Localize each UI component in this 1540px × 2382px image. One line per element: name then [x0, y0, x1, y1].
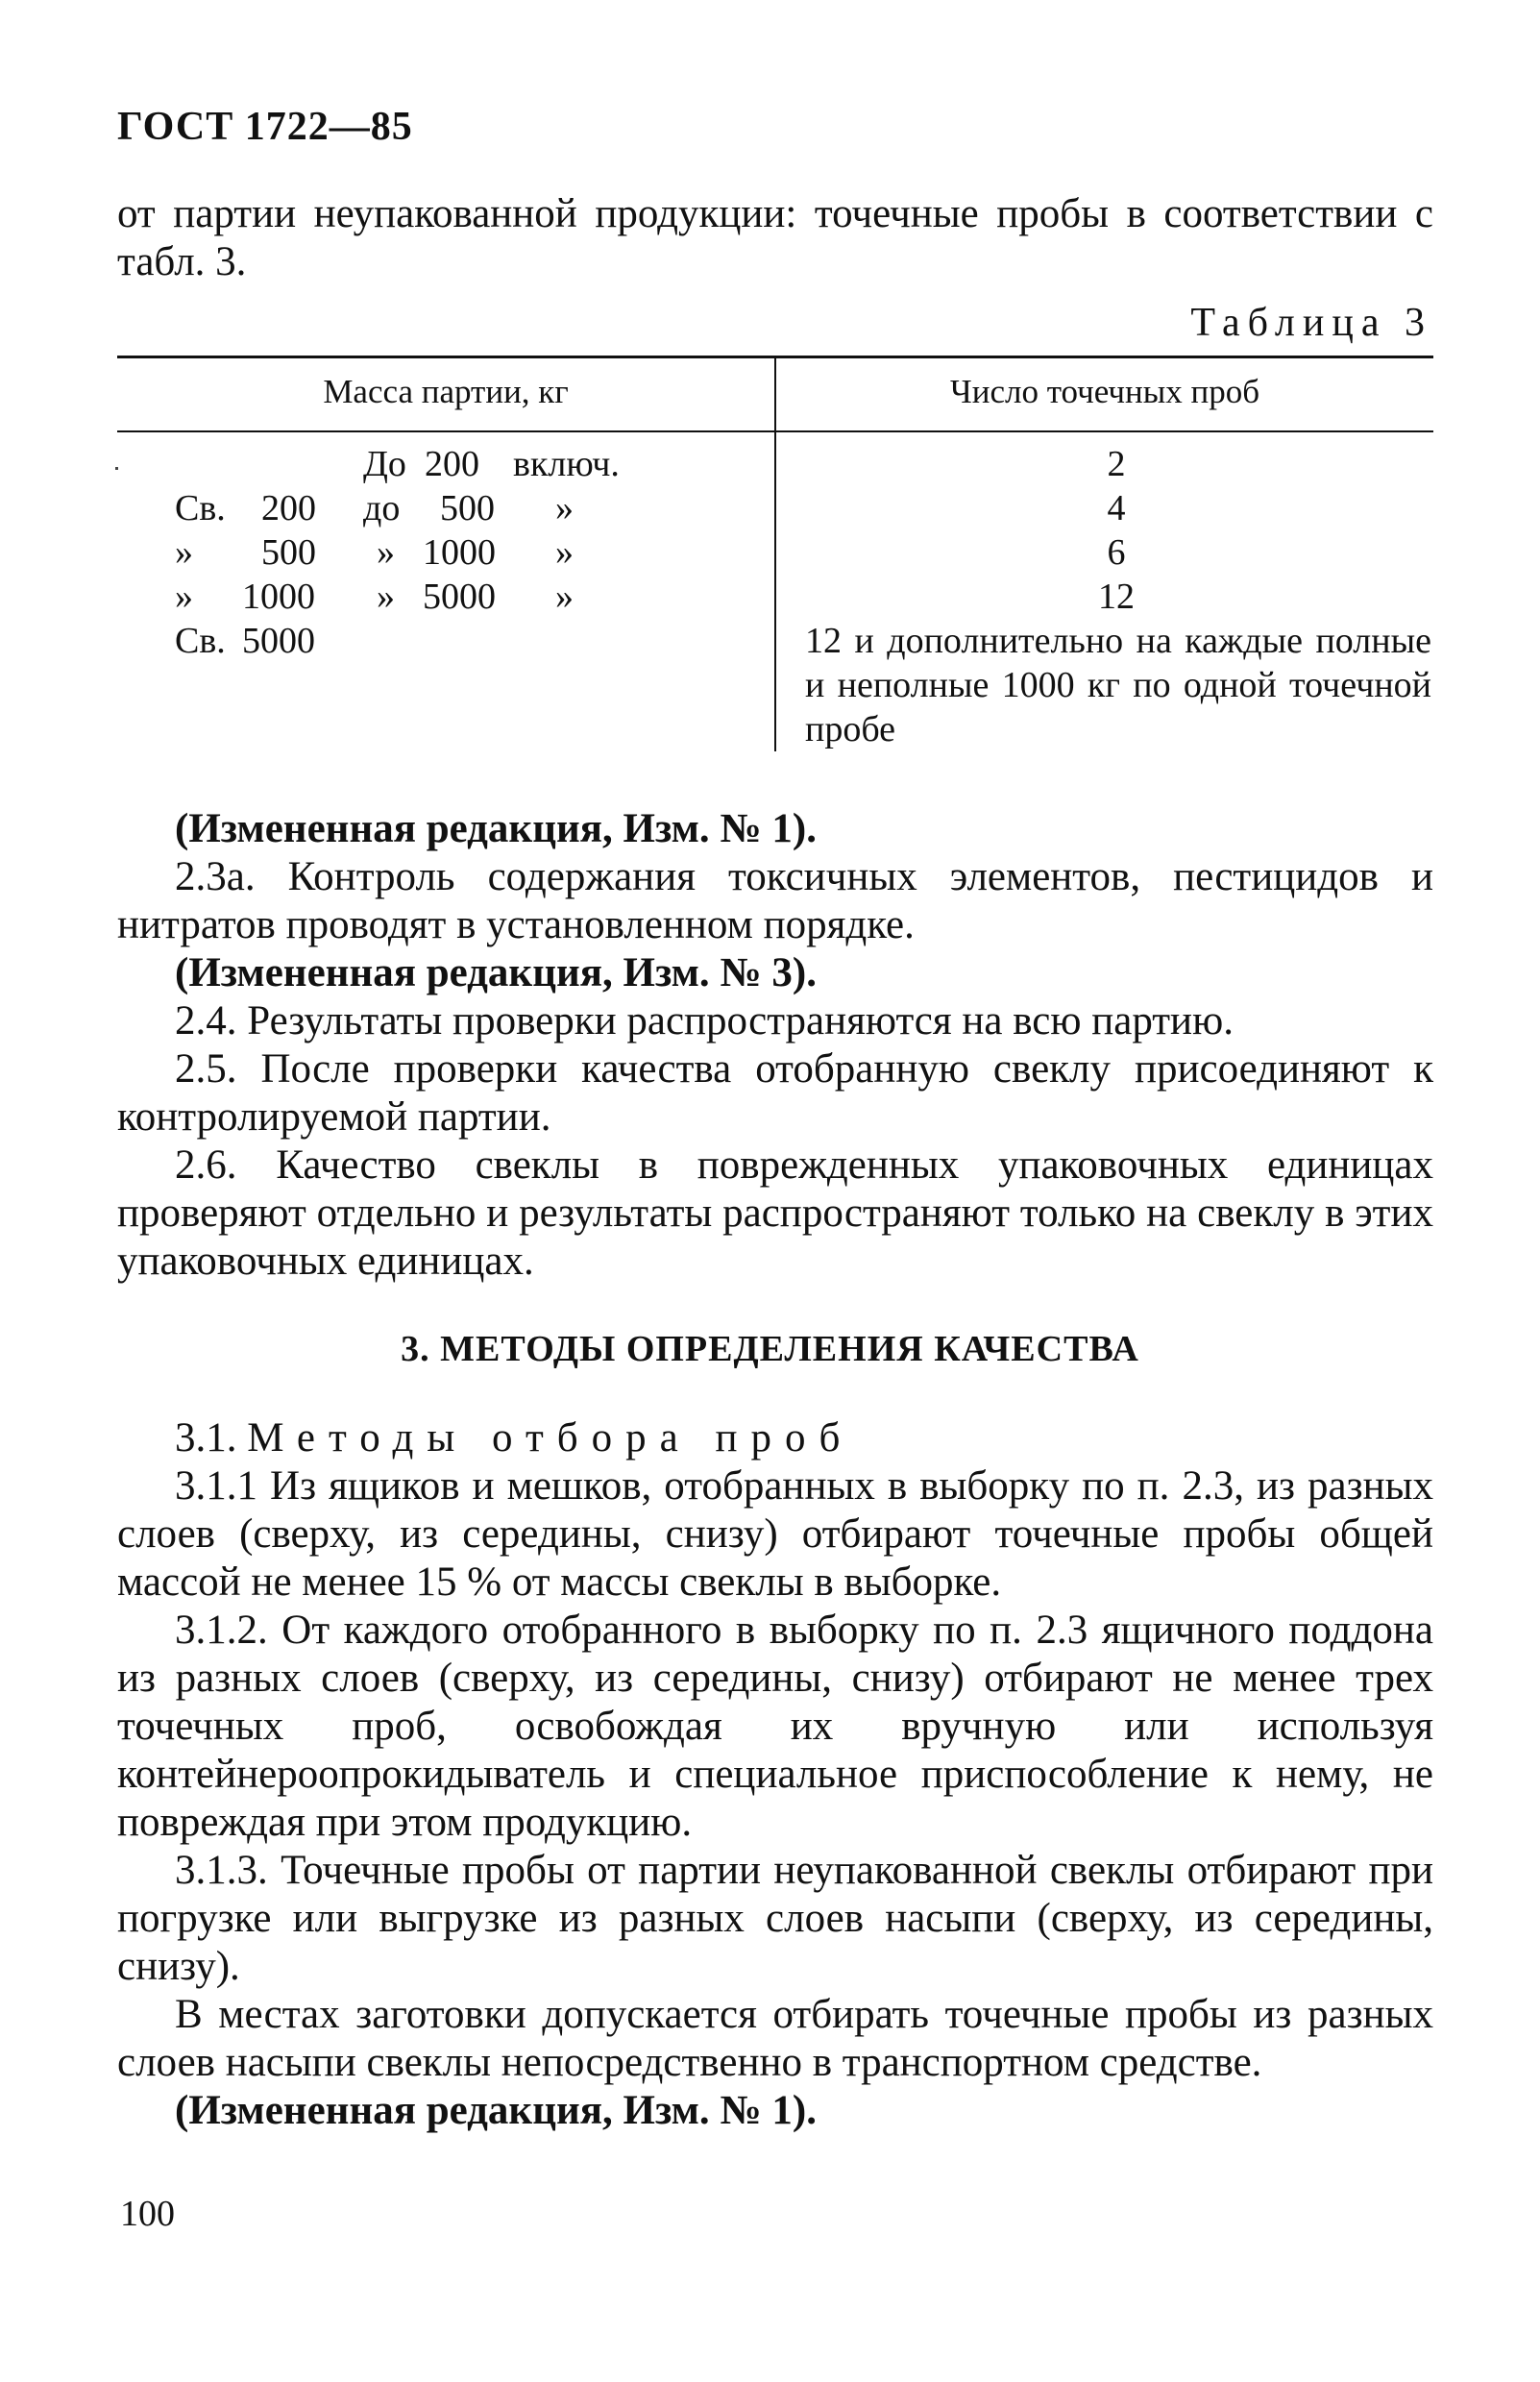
- paragraph-2-5: 2.5. После проверки качества отобранную свеклу присоединяют к контролируемой партии.: [117, 1046, 1433, 1140]
- paragraph-2-3a: 2.3а. Контроль содержания токсичных элементов, пестицидов и нитратов проводят в установленном порядке.: [117, 854, 1433, 947]
- table-column-divider: [774, 356, 776, 751]
- table-cell: »: [555, 577, 574, 617]
- table-cell: Св.: [175, 488, 226, 528]
- table-cell: »: [175, 532, 193, 573]
- table-cell: включ.: [513, 444, 620, 484]
- page-number: 100: [120, 2194, 175, 2234]
- table-cell: до: [363, 488, 401, 528]
- subsection-number: 3.1.: [175, 1415, 237, 1461]
- table-cell: 500: [261, 532, 316, 573]
- paragraph-3-1-1: 3.1.1 Из ящиков и мешков, отобранных в выборку по п. 2.3, из разных слоев (сверху, из середины, снизу) отбирают точечные пробы общей массой не менее 15 % от массы свеклы в выборке.: [117, 1463, 1433, 1605]
- table-cell-note: 12 и дополнительно на каждые полные и неполные 1000 кг по одной точечной пробе: [805, 621, 1431, 749]
- table-cell: 200: [261, 488, 316, 528]
- intro-paragraph: от партии неупакованной продукции: точечные пробы в соответствии с табл. 3.: [117, 191, 1433, 284]
- paragraph-3-1-2: 3.1.2. От каждого отобранного в выборку по п. 2.3 ящичного поддона из разных слоев (сверху, из середины, снизу) отбирают не менее трех точечных проб, освобождая их вручную или используя контейнероопрокидыватель и специальное приспособление к нему, не повреждая при этом продукцию.: [117, 1608, 1433, 1845]
- table-cell: »: [175, 577, 193, 617]
- table-cell: 200: [425, 444, 479, 484]
- table-caption: Таблица 3: [1190, 301, 1432, 345]
- paragraph-2-4: 2.4. Результаты проверки распространяются на всю партию.: [175, 998, 1234, 1044]
- section-title: 3. МЕТОДЫ ОПРЕДЕЛЕНИЯ КАЧЕСТВА: [401, 1329, 1139, 1369]
- table-cell: 5000: [242, 621, 315, 661]
- table-cell: »: [555, 532, 574, 573]
- table-header-samples: Число точечных проб: [949, 373, 1260, 410]
- table-cell: 1000: [242, 577, 315, 617]
- subsection-title: Методы отбора проб: [247, 1415, 854, 1461]
- paragraph-3-1-3: 3.1.3. Точечные пробы от партии неупакованной свеклы отбирают при погрузке или выгрузке из разных слоев насыпи (сверху, из середины, снизу).: [117, 1848, 1433, 1989]
- table-cell-count: 6: [1107, 532, 1126, 573]
- table-cell: 1000: [423, 532, 496, 573]
- document-header: ГОСТ 1722—85: [117, 105, 413, 149]
- table-cell: 5000: [423, 577, 496, 617]
- table-cell: Св.: [175, 621, 226, 661]
- table-cell: »: [377, 577, 395, 617]
- paragraph-3-1-3-continued: В местах заготовки допускается отбирать точечные пробы из разных слоев насыпи свеклы непосредственно в транспортном средстве.: [117, 1992, 1433, 2085]
- table-cell: До: [363, 444, 406, 484]
- subsection-heading: [117, 1414, 1433, 1462]
- amendment-note: (Измененная редакция, Изм. № 1).: [175, 2088, 817, 2133]
- table-header-mass: Масса партии, кг: [323, 373, 569, 410]
- table-cell: »: [377, 532, 395, 573]
- table-cell-count: 4: [1107, 488, 1126, 528]
- amendment-note: (Измененная редакция, Изм. № 3).: [175, 950, 817, 995]
- table-cell: 500: [440, 488, 495, 528]
- amendment-note: (Измененная редакция, Изм. № 1).: [175, 806, 817, 851]
- scan-speck: [115, 467, 118, 470]
- table-cell-count: 2: [1107, 444, 1126, 484]
- table-cell-count: 12: [1098, 577, 1135, 617]
- table-cell: »: [555, 488, 574, 528]
- paragraph-2-6: 2.6. Качество свеклы в поврежденных упаковочных единицах проверяют отдельно и результаты распространяют только на свеклу в этих упаковочных единицах.: [117, 1142, 1433, 1284]
